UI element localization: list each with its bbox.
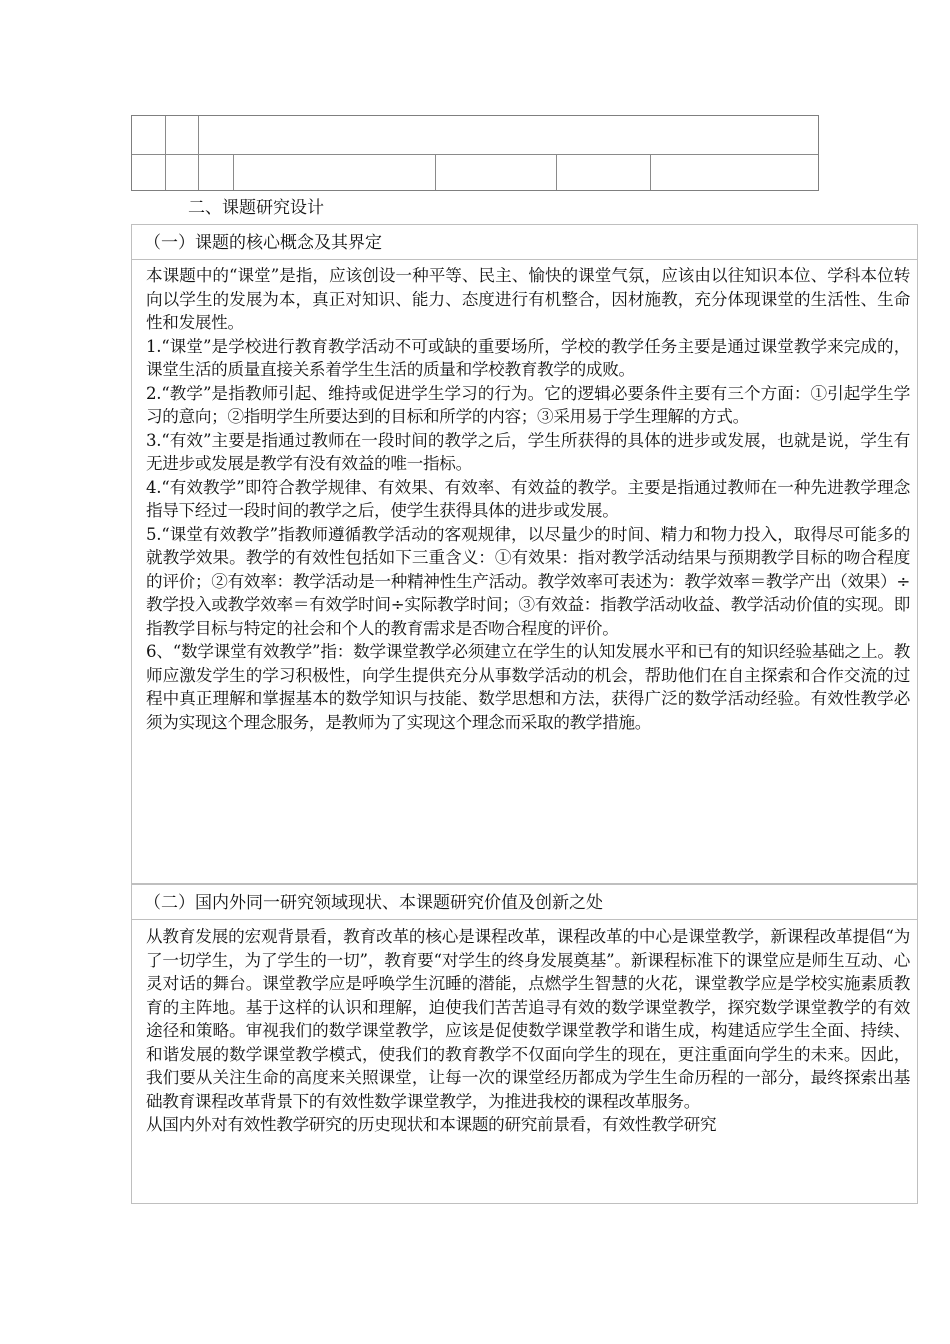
body-paragraph: 2.“教学”是指教师引起、维持或促进学生学习的行为。它的逻辑必要条件主要有三个方面：①引起学生学习的意向；②指明学生所要达到的目标和所学的内容；③采用易于学生理解的方式。	[146, 383, 910, 426]
table-column-divider	[556, 154, 557, 190]
header-table	[131, 115, 819, 191]
body-paragraph: 从国内外对有效性教学研究的历史现状和本课题的研究前景看，有效性教学研究	[146, 1115, 717, 1134]
body-paragraph: 从教育发展的宏观背景看，教育改革的核心是课程改革，课程改革的中心是课堂教学，新课程改革提倡“为了一切学生，为了学生的一切”，教育要“对学生的终身发展奠基”。新课程标准下的课堂应是师生互动、心灵对话的舞台。课堂教学应是呼唤学生沉睡的潜能，点燃学生智慧的火花，课堂教学应是学校实施素质教育的主阵地。基于这样的认识和理解，迫使我们苦苦追寻有效的数学课堂教学，探究数学课堂教学的有效途径和策略。审视我们的数学课堂教学，应该是促使数学课堂教学和谐生成，构建适应学生全面、持续、和谐发展的数学课堂教学模式，使我们的教育教学不仅面向学生的现在，更注重面向学生的未来。因此，我们要从关注生命的高度来关照课堂，让每一次的课堂经历都成为学生生命历程的一部分，最终探索出基础教育课程改革背景下的有效性数学课堂教学，为推进我校的课程改革服务。	[146, 927, 910, 1111]
heading-divider	[132, 259, 917, 260]
body-paragraph: 3.“有效”主要是指通过教师在一段时间的教学之后，学生所获得的具体的进步或发展，也就是说，学生有无进步或发展是教学有没有效益的唯一指标。	[146, 430, 910, 473]
table-column-divider	[233, 154, 234, 190]
body-paragraph: 5.“课堂有效教学”指教师遵循教学活动的客观规律，以尽量少的时间、精力和物力投入，取得尽可能多的就教学效果。教学的有效性包括如下三重含义：①有效果：指对教学活动结果与预期教学目标的吻合程度的评价；②有效率：教学活动是一种精神性生产活动。教学效率可表述为：教学效率＝教学产出（效果）÷教学投入或教学效率＝有效学时间÷实际教学时间；③有效益：指教学活动收益、教学活动价值的实现。即指教学目标与特定的社会和个人的教育需求是否吻合程度的评价。	[146, 524, 910, 638]
body-paragraph: 本课题中的“课堂”是指，应该创设一种平等、民主、愉快的课堂气氛，应该由以往知识本位、学科本位转向以学生的发展为本，真正对知识、能力、态度进行有机整合，因材施教，充分体现课堂的生活性、生命性和发展性。	[146, 266, 910, 332]
heading-divider	[132, 919, 917, 920]
table-column-divider	[435, 154, 436, 190]
table-row-divider	[132, 154, 818, 155]
section-heading: （二）国内外同一研究领域现状、本课题研究价值及创新之处	[144, 893, 603, 913]
table-column-divider	[165, 116, 166, 190]
body-paragraph: 4.“有效教学”即符合教学规律、有效果、有效率、有效益的教学。主要是指通过教师在一种先进教学理念指导下经过一段时间的教学之后，使学生获得具体的进步或发展。	[146, 477, 910, 520]
section-title: 二、课题研究设计	[188, 198, 324, 218]
table-column-divider	[650, 154, 651, 190]
section-heading: （一）课题的核心概念及其界定	[144, 233, 382, 253]
section-body	[146, 264, 910, 734]
table-column-divider	[198, 116, 199, 190]
body-paragraph: 6、“数学课堂有效教学”指：数学课堂教学必须建立在学生的认知发展水平和已有的知识经验基础之上。教师应激发学生的学习积极性，向学生提供充分从事数学活动的机会，帮助他们在自主探索和合作交流的过程中真正理解和掌握基本的数学知识与技能、数学思想和方法，获得广泛的数学活动经验。有效性教学必须为实现这个理念服务，是教师为了实现这个理念而采取的教学措施。	[146, 642, 910, 732]
research-status-section	[131, 884, 918, 1204]
section-body	[146, 925, 910, 1137]
body-paragraph: 1.“课堂”是学校进行教育教学活动不可或缺的重要场所，学校的教学任务主要是通过课堂教学来完成的，课堂生活的质量直接关系着学生生活的质量和学校教育教学的成败。	[146, 336, 910, 379]
core-concept-section	[131, 224, 918, 884]
